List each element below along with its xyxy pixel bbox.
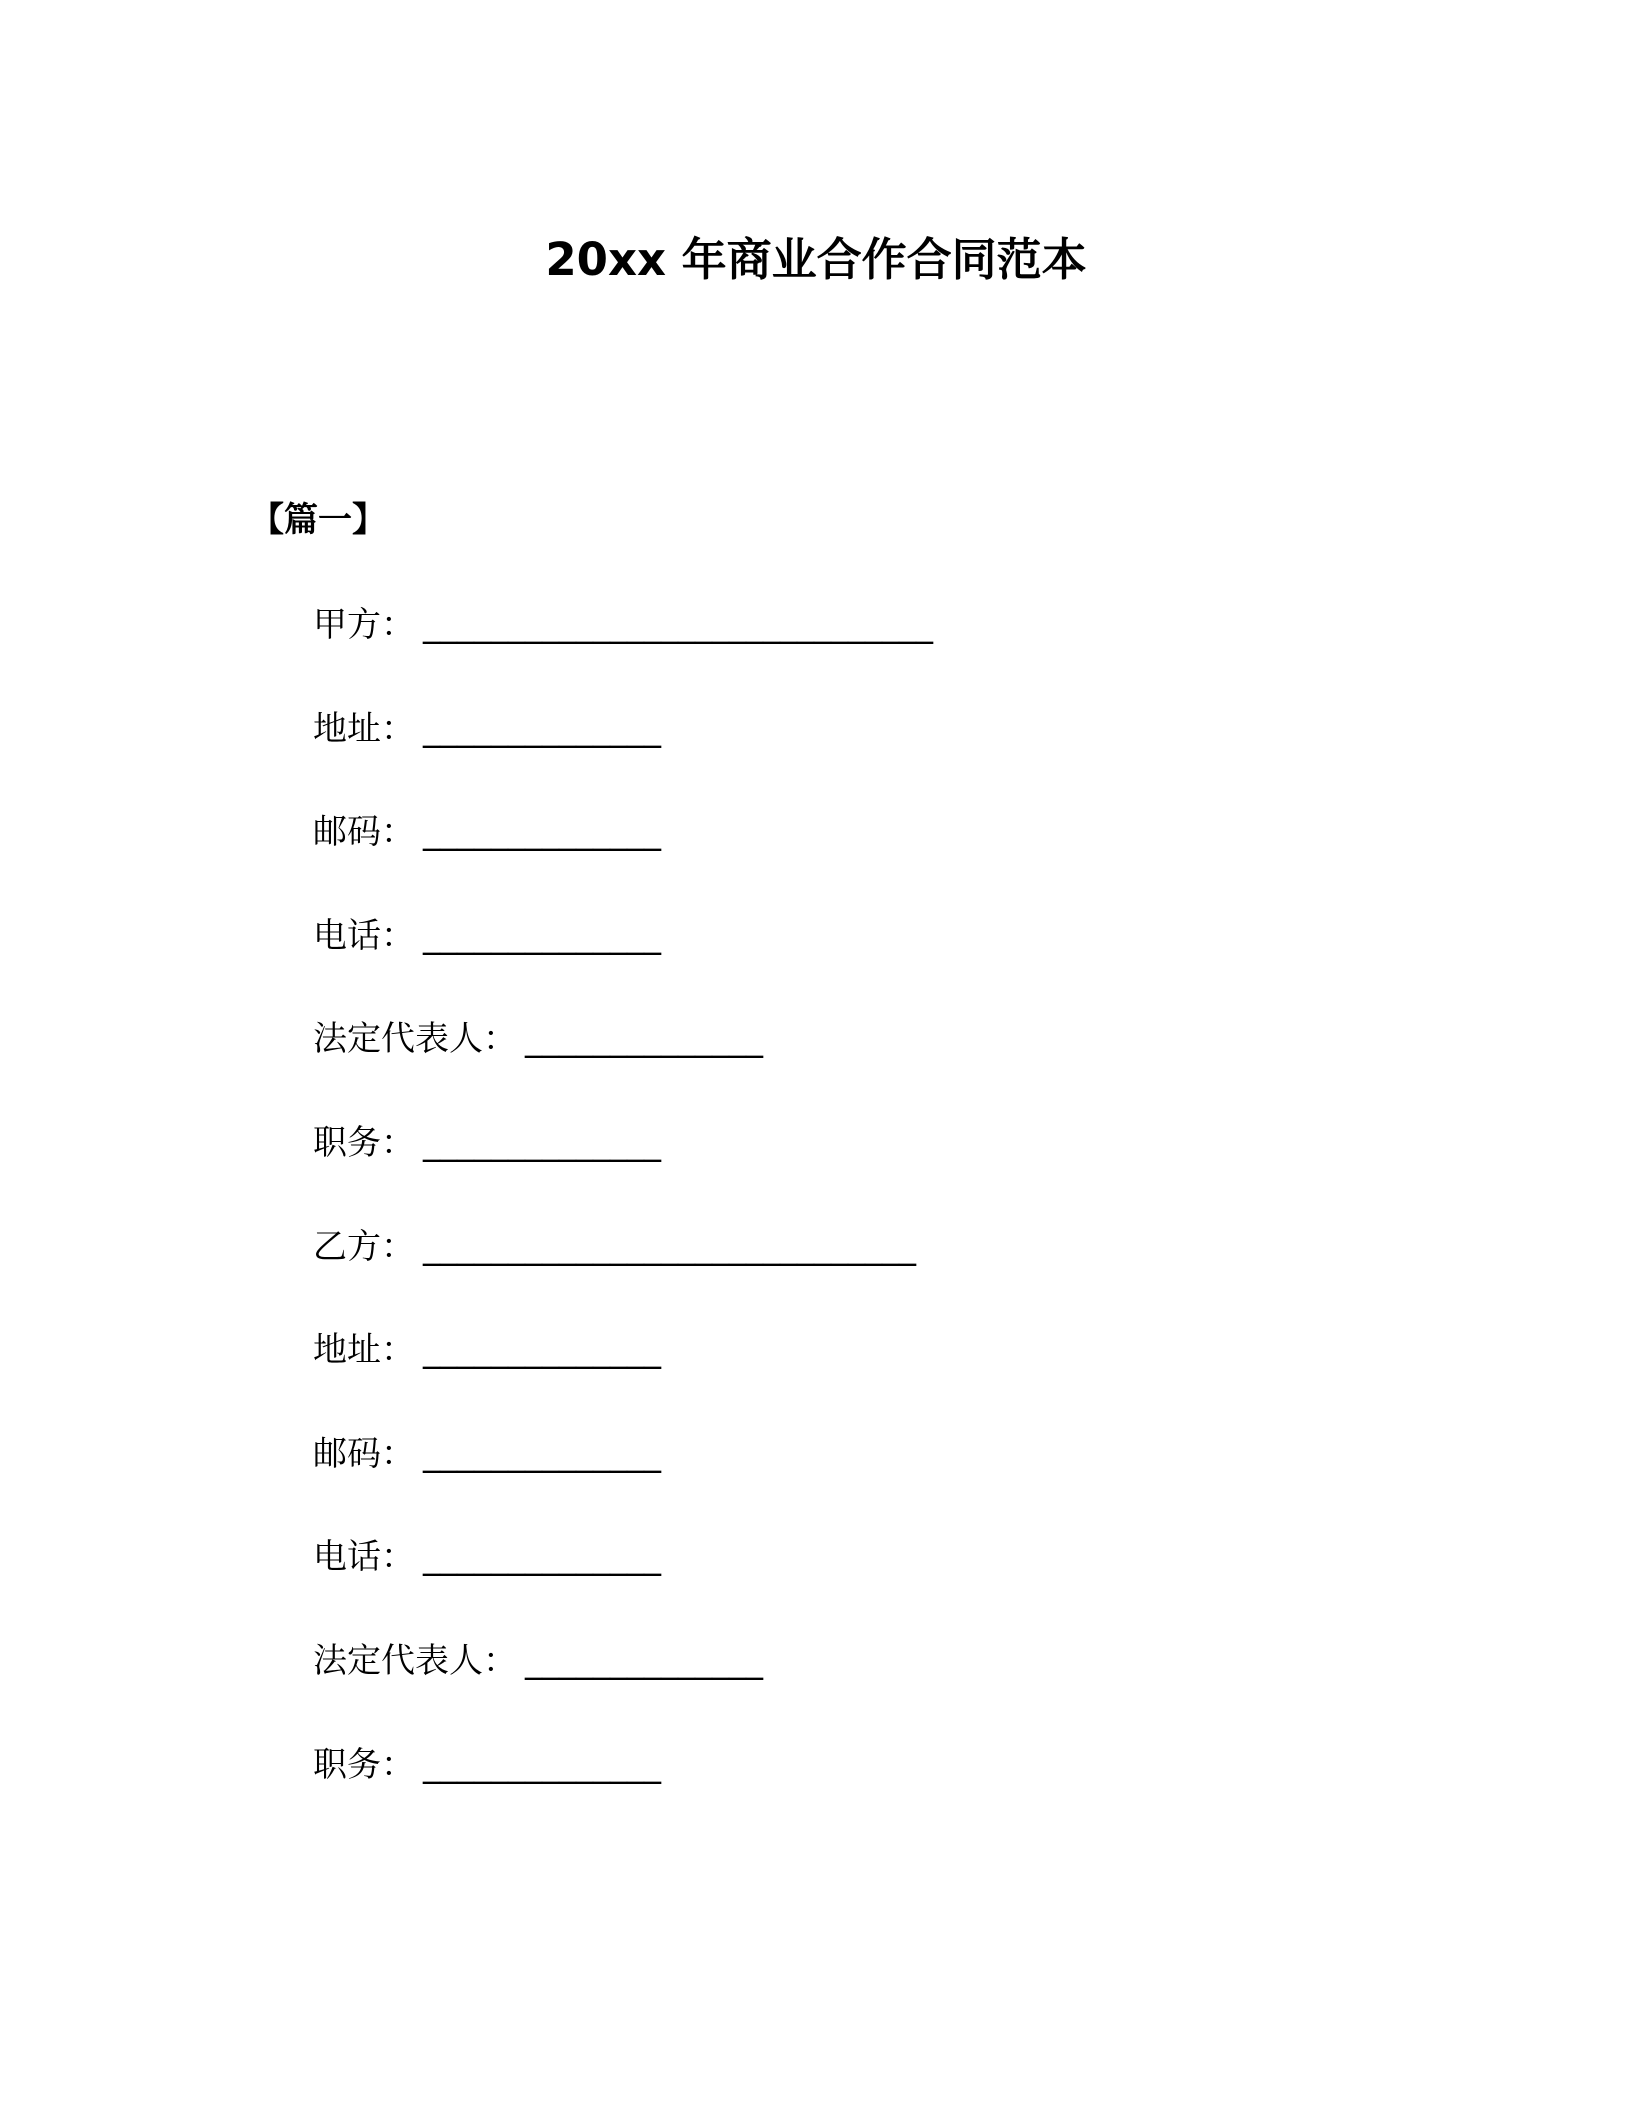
fill-in-blank: ______________ [525,1640,763,1681]
party-a-name-row [313,600,1413,704]
party-b-phone-row [313,1532,1413,1636]
field-label: 法定代表人： [313,1019,517,1060]
field-label: 邮码： [313,1433,415,1474]
fill-in-blank: ______________ [423,812,661,853]
field-label: 法定代表人： [313,1640,517,1681]
field-label: 地址： [313,708,415,749]
party-fields [313,600,1413,1843]
fill-in-blank: ______________ [423,708,661,749]
party-b-name-row [313,1222,1413,1326]
fill-in-blank: ______________ [423,1122,661,1163]
field-label: 电话： [313,1537,415,1578]
field-label: 乙方： [313,1226,415,1267]
field-label: 邮码： [313,812,415,853]
party-a-legal-rep-row [313,1014,1413,1118]
document-title: 20xx 年商业合作合同范本 [545,233,1087,286]
field-label: 职务： [313,1744,415,1785]
party-b-address-row [313,1325,1413,1429]
fill-in-blank: ______________________________ [423,605,933,645]
fill-in-blank: ______________ [423,915,661,956]
fill-in-blank: ______________ [423,1433,661,1474]
fill-in-blank: _____________________________ [423,1226,916,1267]
party-b-postcode-row [313,1429,1413,1533]
fill-in-blank: ______________ [423,1330,661,1371]
party-a-postcode-row [313,807,1413,911]
section-heading: 【篇一】 [250,500,386,540]
party-a-address-row [313,704,1413,808]
fill-in-blank: ______________ [525,1019,763,1060]
field-label: 职务： [313,1122,415,1163]
party-a-phone-row [313,911,1413,1015]
party-b-position-row [313,1740,1413,1844]
fill-in-blank: ______________ [423,1744,661,1785]
party-a-position-row [313,1118,1413,1222]
field-label: 甲方： [313,605,415,645]
field-label: 地址： [313,1330,415,1371]
party-b-legal-rep-row [313,1636,1413,1740]
fill-in-blank: ______________ [423,1537,661,1578]
field-label: 电话： [313,915,415,956]
